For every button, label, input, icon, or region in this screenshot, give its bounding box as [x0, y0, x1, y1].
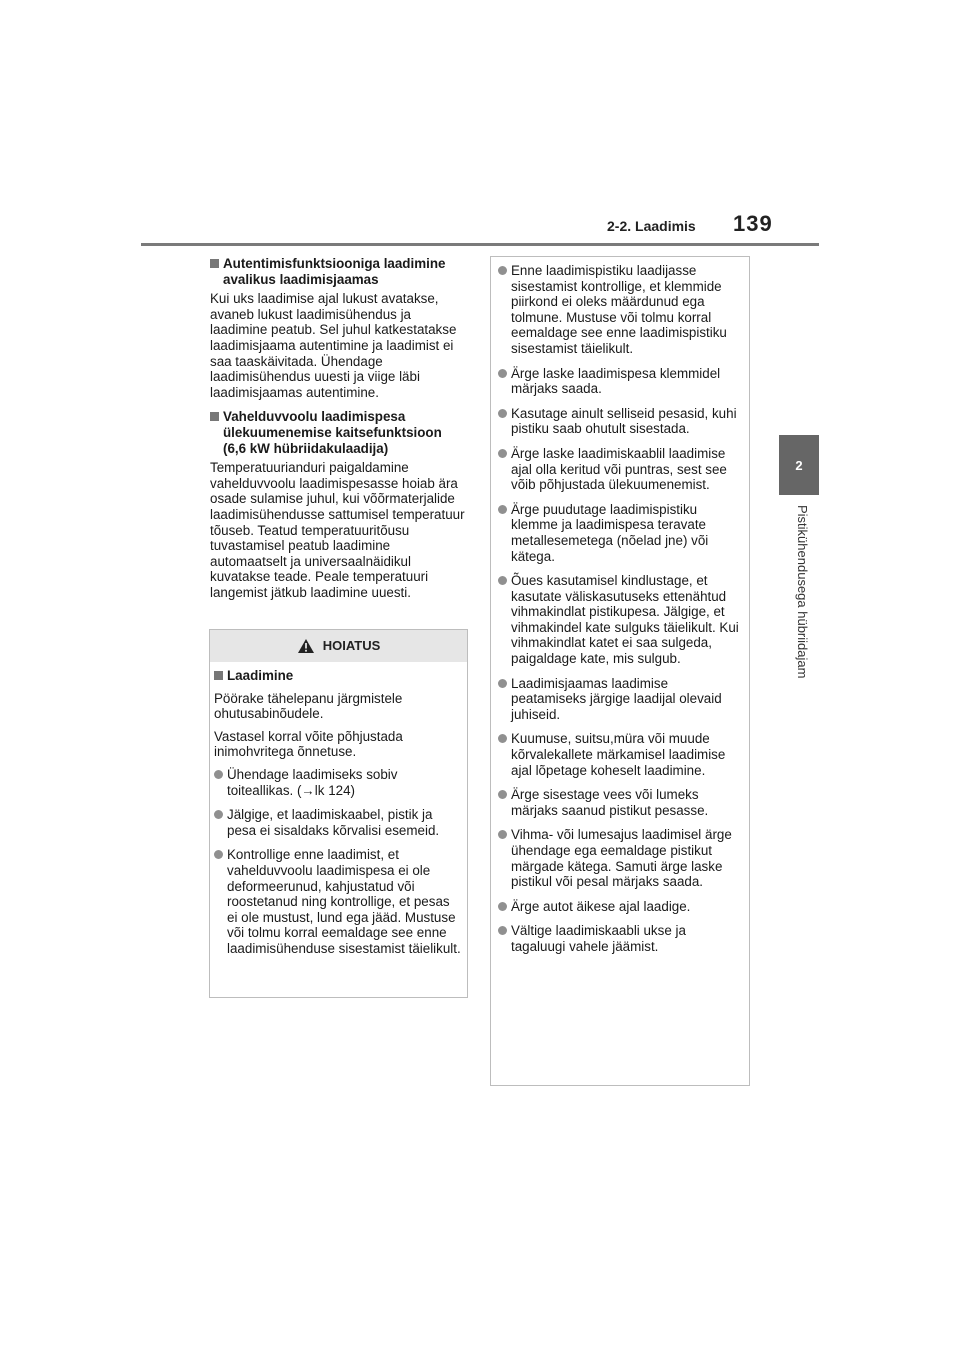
square-bullet-icon — [214, 671, 223, 680]
round-bullet-icon — [498, 902, 507, 911]
round-bullet-icon — [498, 266, 507, 275]
round-bullet-icon — [498, 369, 507, 378]
square-bullet-icon — [210, 259, 219, 268]
round-bullet-icon — [498, 409, 507, 418]
list-item: Jälgige, et laadimiskaabel, pistik ja pesa ei sisaldaks kõrvalisi esemeid. — [214, 807, 463, 838]
chapter-number: 2 — [795, 457, 803, 473]
round-bullet-icon — [498, 576, 507, 585]
list-item: Ärge autot äikese ajal laadige. — [498, 899, 741, 915]
chapter-tab — [779, 435, 819, 495]
warning-section-title: Laadimine — [227, 668, 294, 683]
round-bullet-icon — [498, 926, 507, 935]
round-bullet-icon — [214, 810, 223, 819]
list-item: Ärge puudutage laadimispistiku klemme ja laadimispesa teravate metallesemetega (nõelad jne) või kätega. — [498, 502, 741, 564]
section-authentication — [210, 256, 468, 400]
warning-continuation-box — [490, 256, 750, 1086]
round-bullet-icon — [498, 790, 507, 799]
section-heading: Vahelduvvoolu laadimispesa ülekuumenemise kaitsefunktsioon (6,6 kW hübriidakulaadija) — [223, 409, 442, 456]
square-bullet-icon — [210, 412, 219, 421]
list-item: Ärge laske laadimiskaablil laadimise ajal olla keritud või puntras, sest see võib põhjustada ülekuumenemist. — [498, 446, 741, 493]
round-bullet-icon — [498, 734, 507, 743]
list-item: Õues kasutamisel kindlustage, et kasutate väliskasutuseks ettenähtud vihmakindlat pistikupesa. Jälgige, et vihmakindel kate sulguks täielikult. Kui vihmakindlat katet ei saa sulgeda, paigaldage kate, mis sulgub. — [498, 573, 741, 667]
left-column — [210, 256, 468, 609]
warning-box — [209, 629, 468, 998]
warning-consequence: Vastasel korral võite põhjustada inimohvritega õnnetuse. — [214, 728, 403, 760]
round-bullet-icon — [498, 505, 507, 514]
round-bullet-icon — [214, 850, 223, 859]
section-title: 2-2. Laadimis — [607, 218, 696, 234]
list-item: Kontrollige enne laadimist, et vahelduvvoolu laadimispesa ei ole deformeerunud, kahjustatud või roostetanud ning kontrollige, et pesas ei ole mustust, lund ega jääd. Mustuse või tolmu korral eemaldage see enne laadimisühenduse sisestamist täielikult. — [214, 847, 463, 956]
header-divider — [141, 243, 819, 246]
list-item: Vihma- või lumesajus laadimisel ärge ühendage ega eemaldage pistikut märgade kätega. Samuti ärge laske pistikul või pesal märjaks saada. — [498, 827, 741, 889]
round-bullet-icon — [498, 679, 507, 688]
warning-triangle-icon — [297, 638, 315, 654]
list-item: Kasutage ainult selliseid pesasid, kuhi pistiku saab ohutult sisestada. — [498, 406, 741, 437]
list-item: Laadimisjaamas laadimise peatamiseks järgige laadijal olevaid juhiseid. — [498, 676, 741, 723]
section-text: Kui uks laadimise ajal lukust avatakse, avaneb lukust laadimisühendus ja laadimine peatub. Sel juhul katkestatakse laadimisjaama autentimine ja laadimist ei saa taaskäivitada. Ühendage laadimisühendus uuesti ja viige läbi laadimisjaamas autentimine. — [210, 291, 457, 400]
round-bullet-icon — [498, 449, 507, 458]
section-overheat-protection — [210, 409, 468, 600]
chapter-label: Pistikühendusega hübriidajam — [795, 505, 810, 679]
list-item: Enne laadimispistiku laadijasse sisestamist kontrollige, et klemmide piirkond ei oleks määrdunud ega tolmune. Mustuse või tolmu korral eemaldage see enne laadimispistiku sisestamist täielikult. — [498, 263, 741, 357]
list-item: Kuumuse, suitsu,müra või muude kõrvalekallete märkamisel laadimise ajal lõpetage koheselt laadimine. — [498, 731, 741, 778]
round-bullet-icon — [214, 770, 223, 779]
list-item: Vältige laadimiskaabli ukse ja tagaluugi vahele jäämist. — [498, 923, 741, 954]
list-item: Ärge sisestage vees või lumeks märjaks saanud pistikut pesasse. — [498, 787, 741, 818]
warning-intro: Pöörake tähelepanu järgmistele ohutusabinõudele. — [214, 690, 403, 722]
section-text: Temperatuurianduri paigaldamine vahelduvvoolu laadimispesasse hoiab ära osade sulamise juhul, kui võõrmaterjalide laadimisühendusse sattumisel temperatuur tõuseb. Teatud temperatuuritõusu tuvastamisel peatub laadimine automaatselt ja universaalnäidikul kuvatakse teade. Peale temperatuuri langemist jätkub laadimine uuesti. — [210, 460, 465, 600]
warning-header — [210, 630, 467, 662]
round-bullet-icon — [498, 830, 507, 839]
list-item: Ärge laske laadimispesa klemmidel märjaks saada. — [498, 366, 741, 397]
section-heading: Autentimisfunktsiooniga laadimine avalikus laadimisjaamas — [223, 256, 446, 287]
warning-heading: HOIATUS — [322, 638, 381, 654]
list-item: Ühendage laadimiseks sobiv toiteallikas. (→lk 124) — [214, 767, 463, 798]
page-number: 139 — [733, 211, 773, 236]
